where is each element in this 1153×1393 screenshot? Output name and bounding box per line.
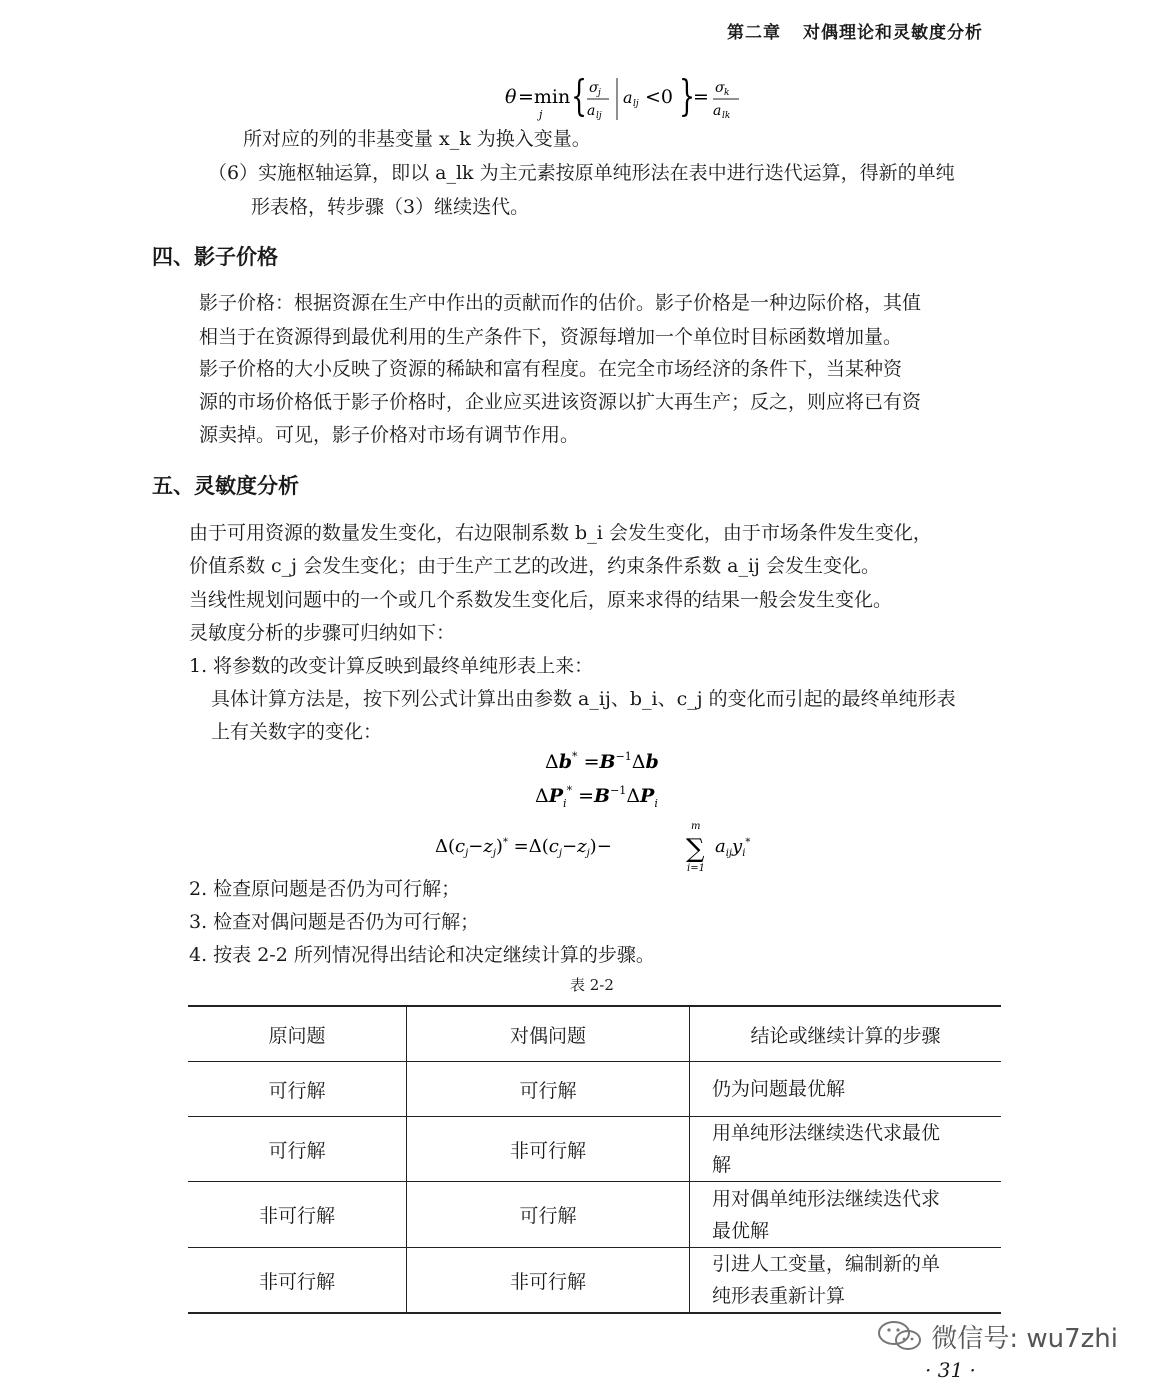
section4-heading: 四、影子价格 — [152, 245, 278, 269]
cell-dual: 非可行解 — [407, 1117, 690, 1182]
cell-conclusion — [690, 1182, 1002, 1248]
table-caption: 表 2-2 — [570, 976, 614, 994]
svg-text:σ: σ — [715, 80, 725, 96]
svg-text:lj: lj — [633, 99, 639, 109]
header-conclusion: 结论或继续计算的步骤 — [690, 1006, 1002, 1062]
chapter-title: 对偶理论和灵敏度分析 — [803, 23, 983, 43]
cell-primal: 可行解 — [188, 1062, 407, 1117]
cell-primal: 非可行解 — [188, 1248, 407, 1314]
s5-line3: 当线性规划问题中的一个或几个系数发生变化后，原来求得的结果一般会发生变化。 — [189, 589, 893, 611]
entering-variable-line: 所对应的列的非基变量 x_k 为换入变量。 — [243, 128, 591, 150]
svg-text:lj: lj — [596, 111, 602, 121]
formula-delta-b-svg — [545, 746, 745, 776]
s4-p2-b: 源的市场价格低于影子价格时，企业应买进该资源以扩大再生产；反之，则应将已有资 — [199, 391, 922, 413]
s5-step1: 1. 将参数的改变计算反映到最终单纯形表上来： — [189, 655, 594, 677]
s4-p1-a: 影子价格：根据资源在生产中作出的贡献而作的估价。影子价格是一种边际价格，其值 — [199, 292, 922, 314]
svg-text:k: k — [724, 88, 730, 98]
s5-line1: 由于可用资源的数量发生变化，右边限制系数 b_i 会发生变化，由于市场条件发生变化， — [189, 522, 932, 544]
svg-text:θ: θ — [505, 86, 517, 108]
svg-text:j: j — [598, 88, 601, 98]
watermark — [877, 1318, 1118, 1360]
conclusion-line: 纯形表重新计算 — [712, 1285, 846, 1307]
s4-p1-b: 相当于在资源得到最优利用的生产条件下，资源每增加一个单位时目标函数增加量。 — [199, 326, 903, 348]
conclusion-line: 用单纯形法继续迭代求最优 — [712, 1122, 941, 1144]
s5-step1-detail-a: 具体计算方法是，按下列公式计算出由参数 a_ij、b_i、c_j 的变化而引起的最终单纯形表 — [211, 688, 956, 710]
page-number: · 31 · — [925, 1358, 976, 1382]
svg-text:Δ(cj−zj)* =Δ(cj−zj)−: $\Delta(c_j-z_j)^* =\Delta(c_j-z_j)-$ — [435, 836, 612, 859]
svg-text:lk: lk — [722, 111, 731, 121]
svg-text:∑: ∑ — [686, 834, 705, 864]
conclusion-line: 最优解 — [712, 1219, 770, 1242]
cell-primal: 可行解 — [188, 1117, 407, 1182]
table-row — [188, 1117, 1001, 1182]
table-row — [188, 1062, 1001, 1117]
svg-text:m: m — [691, 821, 701, 832]
svg-text:j: j — [539, 108, 543, 121]
svg-text:a: a — [623, 88, 633, 107]
watermark-text: 微信号: wu7zhi — [931, 1324, 1118, 1354]
formula-delta-cz — [435, 815, 785, 879]
svg-text:}: } — [679, 72, 696, 121]
s5-line2: 价值系数 c_j 会发生变化；由于生产工艺的改进，约束条件系数 a_ij 会发生变化。 — [189, 555, 880, 577]
conclusion-line: 解 — [712, 1154, 732, 1176]
conclusion-line: 引进人工变量，编制新的单 — [712, 1253, 941, 1275]
cell-conclusion — [690, 1062, 1002, 1117]
s5-line4: 灵敏度分析的步骤可归纳如下： — [189, 622, 456, 644]
step6-line-a: （6）实施枢轴运算，即以 a_lk 为主元素按原单纯形法在表中进行迭代运算，得新的单纯 — [208, 162, 955, 184]
s5-step4: 4. 按表 2-2 所列情况得出结论和决定继续计算的步骤。 — [189, 944, 655, 966]
cell-dual: 非可行解 — [407, 1248, 690, 1314]
conclusion-line: 仍为问题最优解 — [712, 1078, 846, 1100]
svg-text:{: { — [571, 72, 588, 121]
table-header-row — [188, 1006, 1001, 1062]
formula-delta-b — [545, 746, 745, 780]
cell-dual: 可行解 — [407, 1182, 690, 1248]
table-row — [188, 1248, 1001, 1314]
s5-step3: 3. 检查对偶问题是否仍为可行解； — [189, 911, 480, 933]
header-dual: 对偶问题 — [407, 1006, 690, 1062]
formula-delta-p-svg — [535, 780, 755, 812]
step6-line-b: 形表格，转步骤（3）继续迭代。 — [251, 196, 530, 218]
header-primal: 原问题 — [188, 1006, 407, 1062]
formula-delta-cz-svg — [435, 815, 785, 875]
theta-formula — [505, 70, 755, 126]
chapter-label: 第二章 — [727, 23, 781, 43]
svg-text:aijyi*: $a_{ij}y_i^*$ — [715, 836, 751, 859]
theta-formula-svg — [505, 70, 755, 126]
svg-text:a: a — [587, 103, 596, 119]
wechat-icon — [877, 1319, 923, 1360]
svg-text:σ: σ — [589, 80, 599, 96]
cell-dual: 可行解 — [407, 1062, 690, 1117]
conclusion-line: 用对偶单纯形法继续迭代求 — [712, 1187, 941, 1210]
formula-delta-p — [535, 780, 755, 816]
s4-p2-c: 源卖掉。可见，影子价格对市场有调节作用。 — [199, 424, 580, 446]
section5-heading: 五、灵敏度分析 — [152, 474, 299, 498]
table-row — [188, 1182, 1001, 1248]
s5-step2: 2. 检查原问题是否仍为可行解； — [189, 878, 461, 900]
svg-text:=: = — [693, 86, 709, 108]
svg-text:ΔPi* =B−1ΔPi: $\Delta P_i^* =B^{-1}\Delta P_i$ — [535, 784, 658, 810]
running-header — [705, 18, 983, 43]
results-table — [188, 1005, 1001, 1314]
s4-p2-a: 影子价格的大小反映了资源的稀缺和富有程度。在完全市场经济的条件下，当某种资 — [199, 358, 903, 380]
s5-step1-detail-b: 上有关数字的变化： — [211, 721, 383, 743]
cell-conclusion — [690, 1117, 1002, 1182]
svg-text:=min: =min — [518, 86, 571, 108]
cell-primal: 非可行解 — [188, 1182, 407, 1248]
svg-text:a: a — [713, 103, 722, 119]
svg-text:Δb* =B−1Δb: $\Delta b^* =B^{-1}\Delta b$ — [545, 750, 659, 773]
svg-text:<0: <0 — [645, 86, 674, 108]
svg-text:i=1: i=1 — [687, 863, 705, 874]
cell-conclusion — [690, 1248, 1002, 1314]
